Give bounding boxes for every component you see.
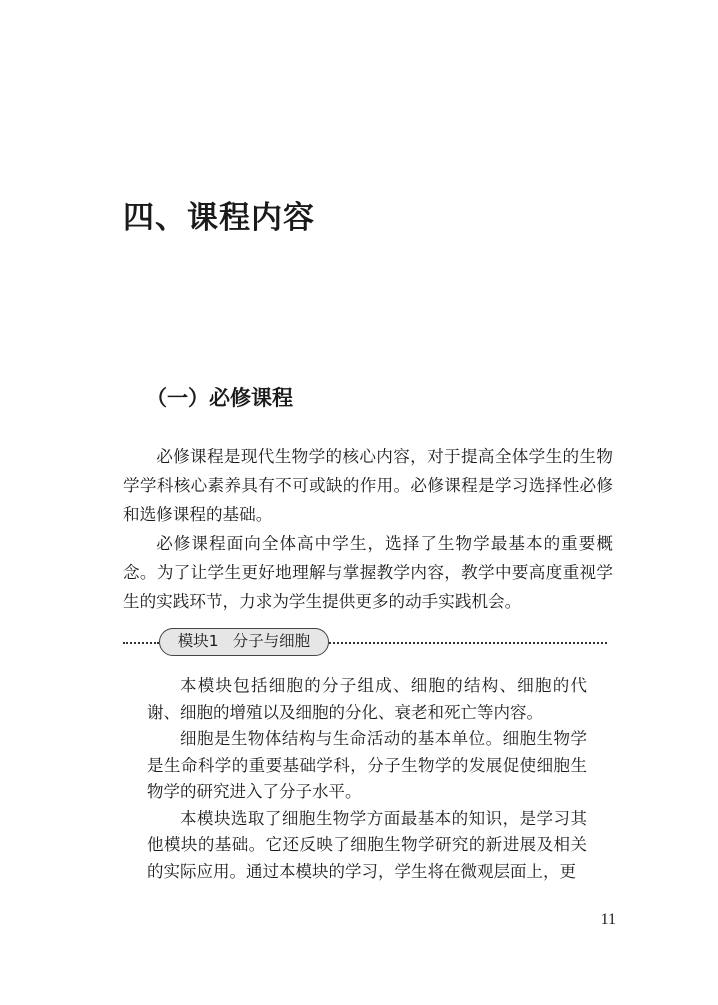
page-number: 11	[600, 911, 616, 928]
module-paragraph: 本模块选取了细胞生物学方面最基本的知识，是学习其他模块的基础。它还反映了细胞生物学研究的新进展及相关的实际应用。通过本模块的学习，学生将在微观层面上，更	[147, 808, 587, 881]
intro-text	[123, 442, 613, 616]
module-body-text	[147, 673, 587, 885]
module-paragraph: 本模块包括细胞的分子组成、细胞的结构、细胞的代谢、细胞的增殖以及细胞的分化、衰老和死亡等内容。	[147, 676, 587, 722]
module-paragraph: 细胞是生物体结构与生命活动的基本单位。细胞生物学是生命科学的重要基础学科，分子生物学的发展促使细胞生物学的研究进入了分子水平。	[147, 729, 587, 801]
module-name: 分子与细胞	[232, 632, 311, 650]
dotted-rule-left	[123, 642, 159, 644]
section-title: （一）必修课程	[146, 386, 293, 410]
dotted-rule-right	[329, 642, 607, 644]
module-badge	[159, 628, 329, 656]
module-label: 模块1	[177, 632, 219, 650]
module-header	[123, 627, 607, 659]
chapter-title: 四、课程内容	[123, 200, 315, 236]
intro-paragraph: 必修课程是现代生物学的核心内容，对于提高全体学生的生物学学科核心素养具有不可或缺的作用。必修课程是学习选择性必修和选修课程的基础。	[123, 447, 613, 524]
intro-paragraph: 必修课程面向全体高中学生，选择了生物学最基本的重要概念。为了让学生更好地理解与掌握教学内容，教学中要高度重视学生的实践环节，力求为学生提供更多的动手实践机会。	[123, 534, 613, 611]
